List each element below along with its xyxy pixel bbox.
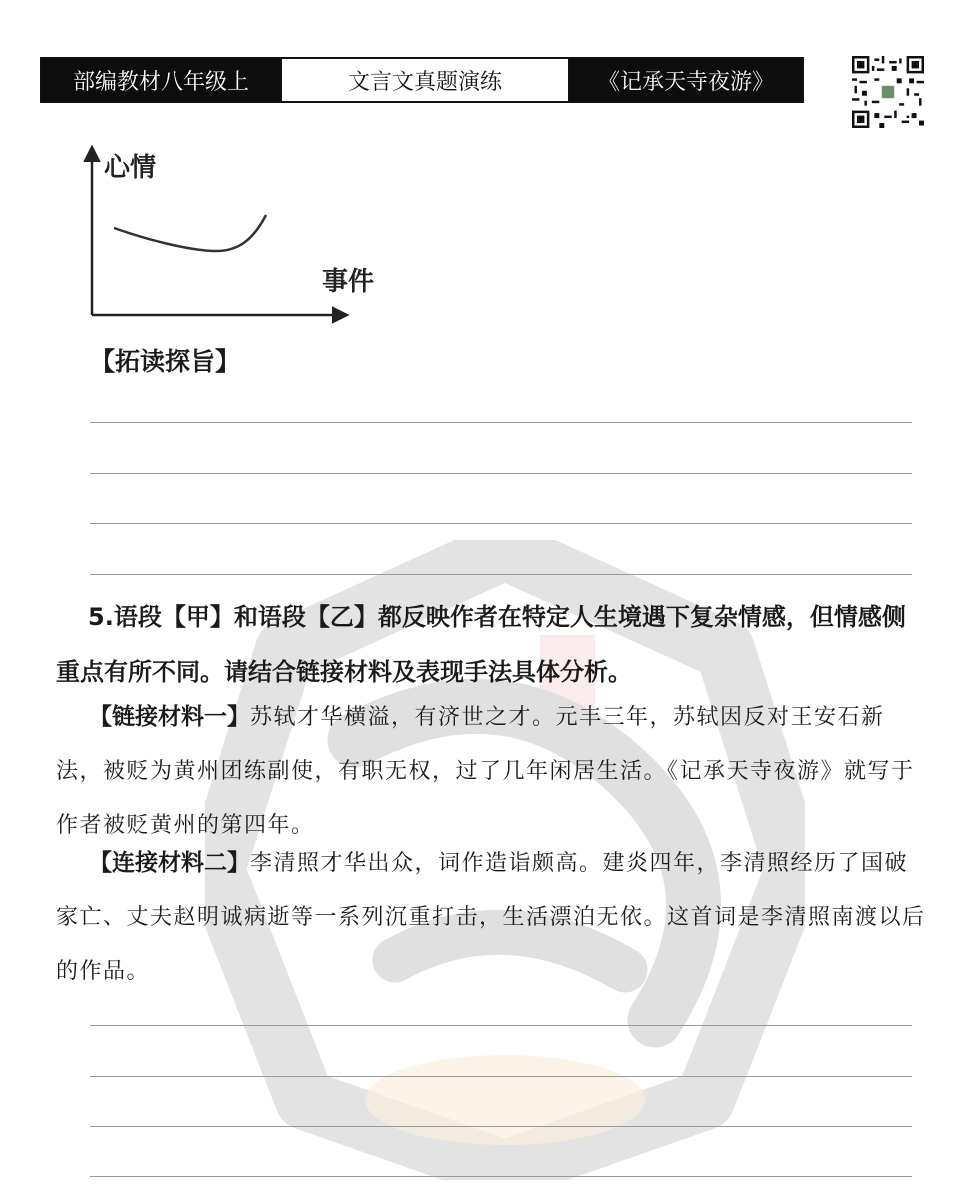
- lesson-title: 《记承天寺夜游》: [570, 59, 802, 101]
- header-bar: [40, 57, 804, 103]
- material-1-tag: 【链接材料一】: [89, 704, 250, 730]
- answer-line[interactable]: [90, 422, 912, 423]
- answer-line[interactable]: [90, 473, 912, 474]
- material-2-text: 李清照才华出众，词作造诣颇高。建炎四年，李清照经历了国破家亡、丈夫赵明诚病逝等一系列沉重打击，生活漂泊无依。这首词是李清照南渡以后的作品。: [56, 851, 926, 984]
- x-axis-label: 事件: [322, 267, 375, 297]
- question-5: 5.语段【甲】和语段【乙】都反映作者在特定人生境遇下复杂情感，但情感侧重点有所不同。请结合链接材料及表现手法具体分析。: [56, 603, 906, 686]
- answer-line[interactable]: [90, 1176, 912, 1177]
- answer-line[interactable]: [90, 523, 912, 524]
- section-title: 【拓读探旨】: [90, 347, 241, 376]
- material-1: [56, 690, 926, 853]
- qr-code-icon: [852, 56, 924, 128]
- answer-line[interactable]: [90, 1076, 912, 1077]
- mood-curve: [114, 215, 266, 251]
- worksheet-title: 文言文真题演练: [280, 59, 570, 101]
- material-1-text: 苏轼才华横溢，有济世之才。元丰三年，苏轼因反对王安石新法，被贬为黄州团练副使，有职无权，过了几年闲居生活。《记承天寺夜游》就写于作者被贬黄州的第四年。: [56, 705, 915, 838]
- answer-line[interactable]: [90, 1126, 912, 1127]
- material-2: [56, 836, 926, 999]
- answer-line[interactable]: [90, 574, 912, 575]
- grade-label: 部编教材八年级上: [42, 59, 280, 101]
- answer-line[interactable]: [90, 1025, 912, 1026]
- material-2-tag: 【连接材料二】: [89, 850, 250, 876]
- y-axis-label: 心情: [104, 153, 157, 183]
- mood-chart: [78, 140, 398, 330]
